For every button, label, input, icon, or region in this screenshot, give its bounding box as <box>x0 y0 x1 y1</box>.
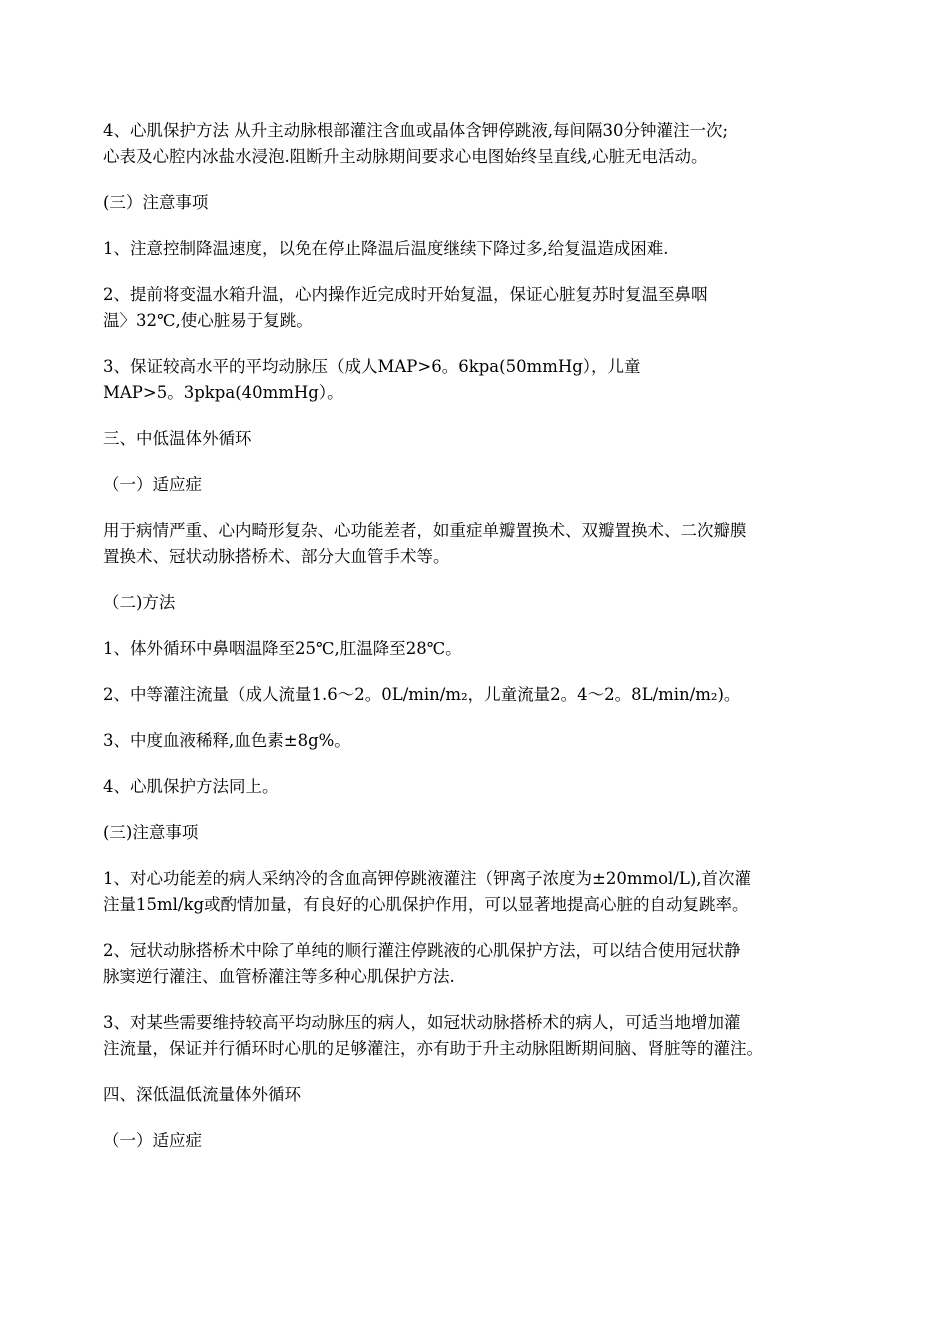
document-page <box>103 118 883 1154</box>
paragraph-perfusion-flow: 2、中等灌注流量（成人流量1.6～2。0L/min/m₂，儿童流量2。4～2。8L/min/m₂)。 <box>103 685 741 704</box>
paragraph-hemodilution: 3、中度血液稀释,血色素±8g%。 <box>103 731 351 750</box>
chapter-heading-deep-hypothermia: 四、深低温低流量体外循环 <box>103 1085 301 1104</box>
section-heading-precautions: (三）注意事项 <box>103 193 209 212</box>
section-heading-indications-2: （一）适应症 <box>103 1131 202 1150</box>
paragraph-arterial-pressure: 3、保证较高水平的平均动脉压（成人MAP>6。6kpa(50mmHg），儿童 MAP>5。3pkpa(40mmHg）。 <box>103 357 641 402</box>
paragraph-retrograde-perfusion: 2、冠状动脉搭桥术中除了单纯的顺行灌注停跳液的心肌保护方法，可以结合使用冠状静 脉窦逆行灌注、血管桥灌注等多种心肌保护方法. <box>103 941 741 986</box>
paragraph-myocardial-protection: 4、心肌保护方法 从升主动脉根部灌注含血或晶体含钾停跳液,每间隔30分钟灌注一次; 心表及心腔内冰盐水浸泡.阻断升主动脉期间要求心电图始终呈直线,心脏无电活动。 <box>103 121 729 166</box>
paragraph-protection-same: 4、心肌保护方法同上。 <box>103 777 279 796</box>
paragraph-temperature-target: 1、体外循环中鼻咽温降至25℃,肛温降至28℃。 <box>103 639 462 658</box>
paragraph-rewarming: 2、提前将变温水箱升温，心内操作近完成时开始复温，保证心脏复苏时复温至鼻咽 温〉32℃,使心脏易于复跳。 <box>103 285 708 330</box>
paragraph-cold-cardioplegia: 1、对心功能差的病人采纳冷的含血高钾停跳液灌注（钾离子浓度为±20mmol/L),首次灌 注量15ml/kg或酌情加量，有良好的心肌保护作用，可以显著地提高心脏的自动复跳率。 <box>103 869 752 914</box>
section-heading-indications: （一）适应症 <box>103 475 202 494</box>
section-heading-precautions-2: (三)注意事项 <box>103 823 199 842</box>
paragraph-increased-flow: 3、对某些需要维持较高平均动脉压的病人，如冠状动脉搭桥术的病人，可适当地增加灌 注流量，保证并行循环时心肌的足够灌注，亦有助于升主动脉阻断期间脑、肾脏等的灌注。 <box>103 1013 763 1058</box>
chapter-heading-moderate-hypothermia: 三、中低温体外循环 <box>103 429 252 448</box>
section-heading-methods: （二)方法 <box>103 593 176 612</box>
paragraph-cooling-speed: 1、注意控制降温速度，以免在停止降温后温度继续下降过多,给复温造成困难. <box>103 239 669 258</box>
paragraph-indications-list: 用于病情严重、心内畸形复杂、心功能差者，如重症单瓣置换术、双瓣置换术、二次瓣膜 置换术、冠状动脉搭桥术、部分大血管手术等。 <box>103 521 747 566</box>
